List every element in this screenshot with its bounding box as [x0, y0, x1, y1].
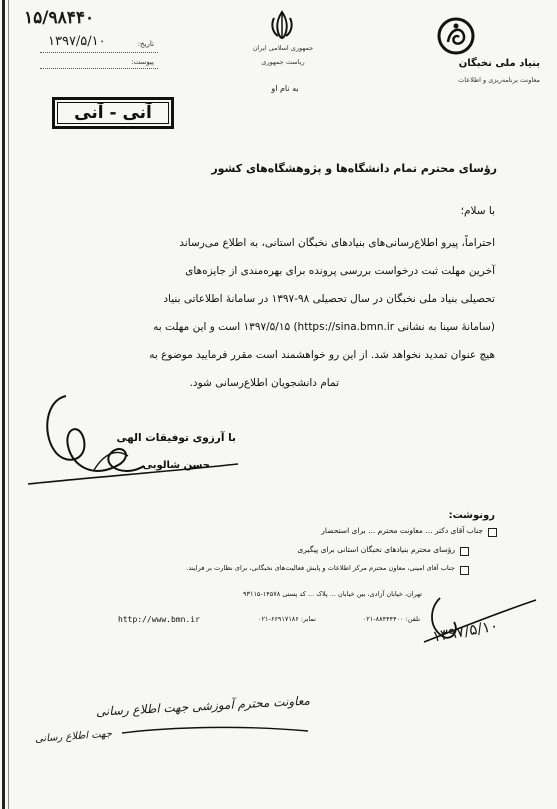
org-name-line-2: معاونت برنامه‌ریزی و اطلاعات — [458, 76, 540, 84]
cc-checkbox-2 — [460, 547, 469, 556]
cc-checkbox-1 — [488, 528, 497, 537]
bismillah: به نام او — [271, 84, 299, 93]
body-line-4: (سامانهٔ سینا به نشانی https://sina.bmn.ir) ۱۳۹۷/۵/۱۵ است و این مهلت به — [153, 321, 495, 333]
attachment-label: پیوست: — [131, 58, 154, 66]
left-margin-note: جهت اطلاع رسانی — [34, 728, 113, 745]
letter-number: ۱۵/۹۸۴۴۰ — [24, 8, 95, 28]
iran-emblem-icon — [268, 10, 296, 40]
received-date: ۱۳۹۷/۵/۱۰ — [430, 616, 500, 646]
greeting: با سلام؛ — [460, 205, 495, 217]
footer-website[interactable]: http://www.bmn.ir — [118, 615, 200, 624]
cc-title: رونوشت: — [448, 510, 495, 521]
handwritten-note: معاونت محترم آموزشی جهت اطلاع رسانی — [95, 693, 311, 719]
recipient: رؤسای محترم تمام دانشگاه‌ها و پژوهشگاه‌های کشور — [211, 162, 497, 175]
cc-item-2: رؤسای محترم بنیادهای نخبگان استانی برای پیگیری — [297, 545, 455, 554]
date-label: تاریخ: — [137, 40, 154, 48]
footer-phone: تلفن: ۸۸۴۴۴۴۰۰-۰۲۱ — [362, 615, 420, 623]
cc-item-1: جناب آقای دکتر ... معاونت محترم ... برای استحضار — [321, 526, 483, 535]
note-underline — [120, 722, 310, 736]
signature — [24, 392, 244, 502]
signatory: حسن شالوبی — [142, 460, 210, 471]
body-line-1: احتراماً، پیرو اطلاع‌رسانی‌های بنیادهای نخبگان استانی، به اطلاع می‌رساند — [179, 237, 495, 249]
footer-address: تهران، خیابان آزادی، بین خیابان ... پلاک ... کد پستی ۱۴۵۷۸-۹۳۱۱۵ — [242, 590, 422, 598]
scan-edge-border — [2, 0, 5, 809]
bmn-logo-icon — [436, 16, 476, 58]
body-line-2: آخرین مهلت ثبت درخواست بررسی پرونده برای بهره‌مندی از جایزه‌های — [185, 265, 495, 277]
date-rule — [40, 52, 158, 53]
closing: با آرزوی توفیقات الهی — [116, 432, 236, 444]
cc-checkbox-3 — [460, 566, 469, 575]
letter-date: ۱۳۹۷/۵/۱۰ — [48, 34, 106, 49]
org-name-line-1: بنیاد ملی نخبگان — [458, 58, 540, 69]
body-line-3: تحصیلی بنیاد ملی نخبگان در سال تحصیلی ۹۸-۱۳۹۷ در سامانهٔ اطلاعاتی بنیاد — [163, 293, 495, 305]
body-line-6: تمام دانشجویان اطلاع‌رسانی شود. — [189, 377, 339, 389]
emblem-line-2: ریاست جمهوری — [261, 58, 305, 66]
attachment-rule — [40, 68, 158, 69]
scan-edge-line — [8, 0, 9, 809]
footer-fax: نمابر: ۶۶۹۱۷۱۸۶-۰۲۱ — [258, 615, 316, 623]
urgency-stamp: آنی - آنی — [52, 97, 174, 129]
emblem-line-1: جمهوری اسلامی ایران — [252, 44, 314, 52]
body-line-5: هیچ عنوان تمدید نخواهد شد. از این رو خواهشمند است مقرر فرمایید موضوع به — [149, 349, 495, 361]
cc-item-3: جناب آقای امینی، معاون محترم مرکز اطلاعات و پایش فعالیت‌های نخبگانی، برای نظارت بر فرایند. — [186, 564, 455, 572]
